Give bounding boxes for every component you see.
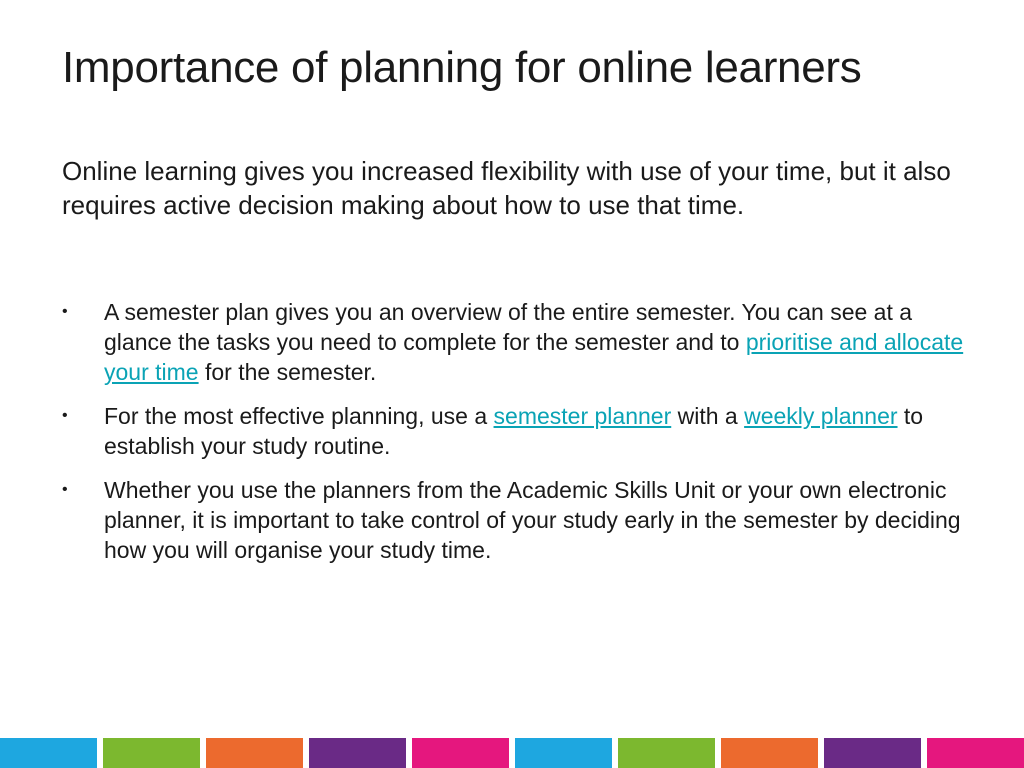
footer-color-bar [206,738,303,768]
intro-paragraph: Online learning gives you increased flexibility with use of your time, but it also requires active decision making about how to use that time. [62,156,951,220]
bullet-item [62,401,982,461]
bullet-icon: • [62,303,68,320]
footer-color-bars [0,738,1024,768]
bullet-item [62,475,982,565]
footer-color-bar [618,738,715,768]
footer-color-bar [103,738,200,768]
prioritise-allocate-time-link[interactable]: prioritise and allocate your time [104,329,964,385]
bullet-text: with a [671,403,745,429]
footer-color-bar [0,738,97,768]
footer-color-bar [824,738,921,768]
footer-color-bar [927,738,1024,768]
semester-planner-link[interactable]: semester planner [493,403,672,429]
bullet-list [62,297,982,579]
bullet-text: for the semester. [198,359,377,385]
footer-color-bar [309,738,406,768]
footer-color-bar [515,738,612,768]
bullet-text: to establish your study routine. [104,403,924,459]
bullet-text: For the most effective planning, use a [104,403,494,429]
slide-title: Importance of planning for online learners [62,43,862,92]
footer-color-bar [412,738,509,768]
weekly-planner-link[interactable]: weekly planner [744,403,898,429]
bullet-item [62,297,982,387]
bullet-text: Whether you use the planners from the Academic Skills Unit or your own electronic planner, it is important to take control of your study early in the semester by deciding how you will organise your study time. [104,477,961,563]
bullet-text: A semester plan gives you an overview of the entire semester. You can see at a glance the tasks you need to complete for the semester and to [104,299,913,355]
bullet-icon: • [62,407,68,424]
footer-color-bar [721,738,818,768]
bullet-icon: • [62,481,68,498]
